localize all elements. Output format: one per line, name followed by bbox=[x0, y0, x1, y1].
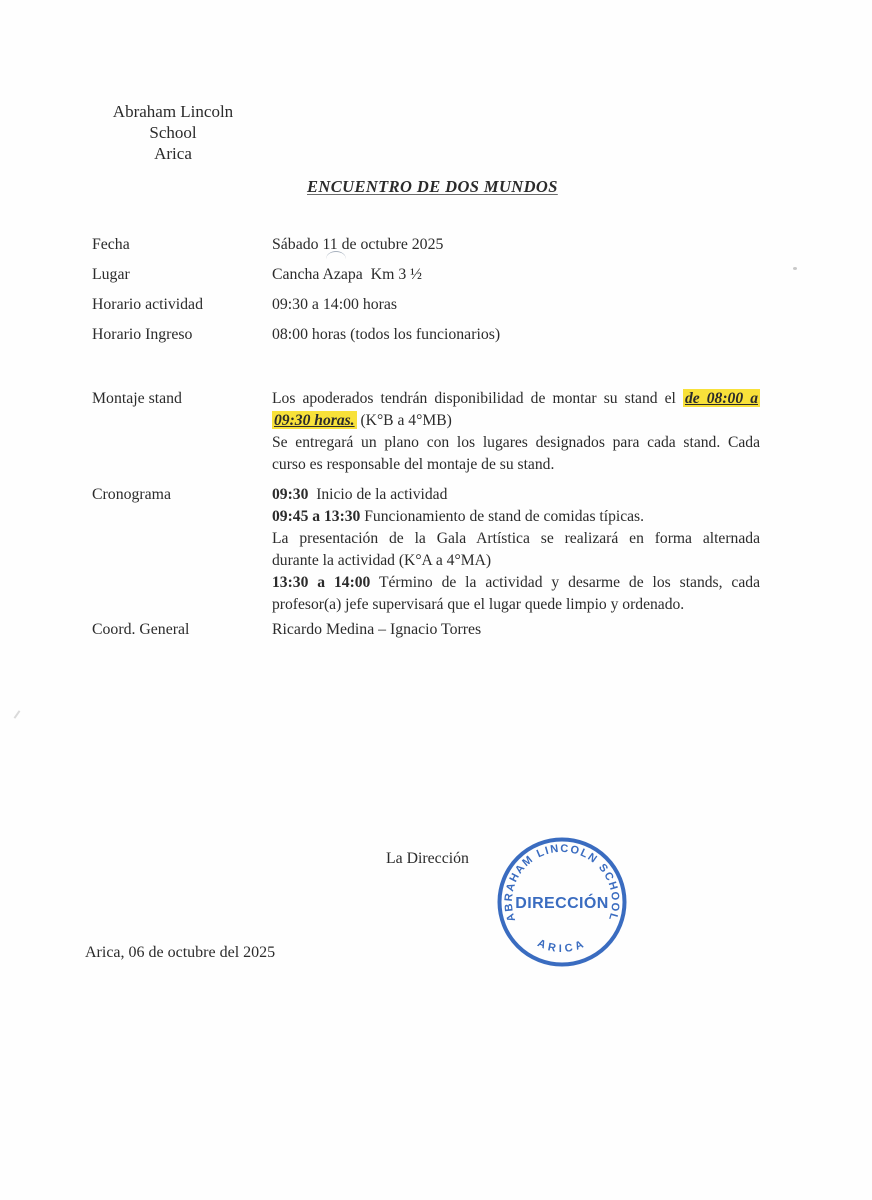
info-value-horario-ingreso: 08:00 horas (todos los funcionarios) bbox=[272, 326, 501, 343]
montaje-line-3: Se entregará un plano con los lugares designados para cada stand. Cada bbox=[272, 434, 760, 451]
stamp-bottom-text-holder bbox=[536, 937, 589, 955]
document-title: ENCUENTRO DE DOS MUNDOS bbox=[307, 177, 558, 196]
montaje-line-1 bbox=[272, 388, 760, 410]
montaje-line-2-highlight: 09:30 horas. bbox=[274, 412, 355, 429]
cronograma-line-2-time: 09:45 a 13:30 bbox=[272, 508, 361, 525]
info-label-fecha: Fecha bbox=[92, 236, 130, 253]
montaje-line-4: curso es responsable del montaje de su stand. bbox=[272, 456, 555, 473]
montaje-line-1-text: Los apoderados tendrán disponibilidad de montar su stand el bbox=[272, 390, 683, 407]
cronograma-line-5 bbox=[272, 572, 760, 594]
stamp-bottom-text: ARICA bbox=[535, 937, 589, 956]
info-value-horario-actividad: 09:30 a 14:00 horas bbox=[272, 296, 398, 313]
montaje-line-1-highlight: de 08:00 a bbox=[684, 390, 758, 407]
direccion-stamp bbox=[496, 836, 628, 968]
footer-date: Arica, 06 de octubre del 2025 bbox=[85, 944, 276, 961]
info-value-fecha: Sábado 11 de octubre 2025 bbox=[272, 236, 444, 253]
montaje-line-2 bbox=[272, 410, 760, 432]
cronograma-line-1-text: Inicio de la actividad bbox=[308, 486, 448, 503]
info-label-horario-actividad: Horario actividad bbox=[92, 296, 203, 313]
school-name: Abraham Lincoln School bbox=[112, 102, 234, 142]
cronograma-line-3: La presentación de la Gala Artística se realizará en forma alternada bbox=[272, 530, 760, 547]
cronograma-line-5-text: Término de la actividad y desarme de los stands, cada bbox=[370, 574, 760, 591]
stamp-ring-text: ABRAHAM LINCOLN SCHOOL bbox=[502, 842, 622, 924]
montaje-label: Montaje stand bbox=[92, 390, 182, 407]
school-city: Arica bbox=[154, 144, 192, 163]
coord-label: Coord. General bbox=[92, 621, 190, 638]
cronograma-label: Cronograma bbox=[92, 486, 171, 503]
cronograma-line-2-text: Funcionamiento de stand de comidas típicas. bbox=[360, 508, 645, 525]
cronograma-line-6: profesor(a) jefe supervisará que el lugar quede limpio y ordenado. bbox=[272, 596, 685, 613]
stamp-center-text: DIRECCIÓN bbox=[515, 895, 609, 912]
info-label-horario-ingreso: Horario Ingreso bbox=[92, 326, 193, 343]
cronograma-paragraph bbox=[272, 484, 760, 616]
info-label-lugar: Lugar bbox=[92, 266, 130, 283]
cronograma-line-2 bbox=[272, 506, 760, 528]
cronograma-line-4: durante la actividad (K°A a 4°MA) bbox=[272, 552, 492, 569]
scan-artifact-speck-left bbox=[14, 710, 21, 719]
cronograma-line-5-time: 13:30 a 14:00 bbox=[272, 574, 371, 591]
letterhead bbox=[88, 101, 258, 164]
montaje-paragraph bbox=[272, 388, 760, 476]
scan-artifact-speck-right bbox=[793, 267, 797, 270]
info-value-lugar: Cancha Azapa Km 3 ½ bbox=[272, 266, 423, 283]
cronograma-line-1-time: 09:30 bbox=[272, 486, 309, 503]
signature-label: La Dirección bbox=[386, 850, 469, 867]
coord-value: Ricardo Medina – Ignacio Torres bbox=[272, 621, 482, 638]
montaje-line-2-text: (K°B a 4°MB) bbox=[356, 412, 452, 429]
cronograma-line-1 bbox=[272, 484, 760, 506]
